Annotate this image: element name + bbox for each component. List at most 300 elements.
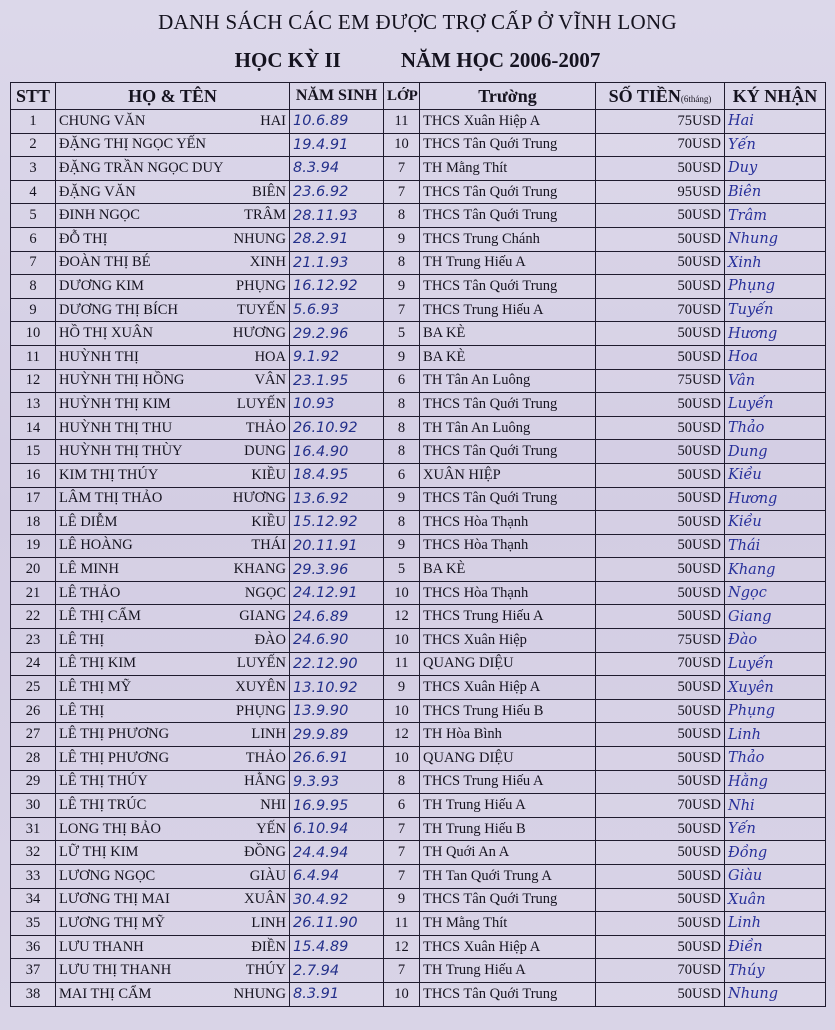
- cell-name: [56, 440, 290, 464]
- name-wrap: [59, 420, 286, 437]
- name-wrap: [59, 184, 286, 201]
- name-wrap: [59, 467, 286, 484]
- name-wrap: [59, 726, 286, 743]
- table-row: [11, 888, 826, 912]
- cell-name: [56, 110, 290, 134]
- cell-last-name: LÊ THỊ PHƯƠNG: [59, 749, 170, 766]
- cell-signature: Đồng: [725, 841, 826, 865]
- cell-stt: 16: [11, 463, 56, 487]
- cell-signature: Yến: [725, 133, 826, 157]
- cell-amount: 50USD: [596, 558, 725, 582]
- cell-amount: 50USD: [596, 747, 725, 771]
- cell-signature: Phụng: [725, 699, 826, 723]
- cell-amount: 70USD: [596, 298, 725, 322]
- cell-name: [56, 817, 290, 841]
- cell-last-name: ĐẶNG THỊ NGỌC YẾN: [59, 136, 207, 153]
- subtitle-term: HỌC KỲ II: [234, 48, 341, 72]
- cell-grade: 10: [384, 699, 420, 723]
- cell-name: [56, 487, 290, 511]
- roster-body: [11, 110, 826, 1007]
- cell-school: THCS Tân Quới Trung: [420, 393, 596, 417]
- table-row: [11, 204, 826, 228]
- name-wrap: [59, 349, 286, 366]
- name-wrap: [59, 561, 286, 578]
- name-wrap: [59, 797, 286, 814]
- cell-school: QUANG DIỆU: [420, 747, 596, 771]
- cell-amount: 50USD: [596, 511, 725, 535]
- cell-name: [56, 841, 290, 865]
- cell-last-name: LƯƠNG THỊ MAI: [59, 891, 170, 908]
- table-row: [11, 393, 826, 417]
- name-wrap: [59, 585, 286, 602]
- cell-name: [56, 463, 290, 487]
- cell-dob: 24.12.91: [290, 581, 384, 605]
- cell-school: BA KÈ: [420, 345, 596, 369]
- cell-signature: Hương: [725, 322, 826, 346]
- cell-amount: 50USD: [596, 275, 725, 299]
- cell-last-name: LÊ THỊ: [59, 631, 105, 648]
- cell-school: TH Trung Hiếu B: [420, 817, 596, 841]
- cell-school: THCS Hòa Thạnh: [420, 581, 596, 605]
- cell-signature: Nhi: [725, 794, 826, 818]
- table-row: [11, 652, 826, 676]
- cell-grade: 7: [384, 157, 420, 181]
- name-wrap: [59, 160, 286, 177]
- cell-grade: 9: [384, 534, 420, 558]
- cell-amount: 50USD: [596, 157, 725, 181]
- cell-name: [56, 345, 290, 369]
- cell-first-name: THÚY: [245, 962, 286, 979]
- cell-signature: Trâm: [725, 204, 826, 228]
- name-wrap: [59, 773, 286, 790]
- cell-stt: 15: [11, 440, 56, 464]
- table-row: [11, 440, 826, 464]
- table-row: [11, 511, 826, 535]
- cell-first-name: THẢO: [245, 419, 286, 436]
- cell-last-name: LONG THỊ BẢO: [59, 820, 162, 837]
- table-row: [11, 865, 826, 889]
- table-row: [11, 723, 826, 747]
- table-row: [11, 558, 826, 582]
- header-dob: NĂM SINH: [290, 83, 384, 110]
- cell-stt: 13: [11, 393, 56, 417]
- cell-signature: Khang: [725, 558, 826, 582]
- name-wrap: [59, 372, 286, 389]
- cell-dob: 15.12.92: [290, 511, 384, 535]
- cell-last-name: LÊ MINH: [59, 561, 120, 578]
- cell-stt: 8: [11, 275, 56, 299]
- table-row: [11, 227, 826, 251]
- table-row: [11, 133, 826, 157]
- table-row: [11, 463, 826, 487]
- cell-first-name: HAI: [260, 112, 286, 129]
- cell-dob: 2.7.94: [290, 959, 384, 983]
- cell-stt: 14: [11, 416, 56, 440]
- cell-first-name: HƯƠNG: [232, 490, 286, 507]
- cell-name: [56, 558, 290, 582]
- cell-first-name: TUYẾN: [236, 301, 286, 318]
- cell-signature: Hoa: [725, 345, 826, 369]
- cell-dob: 13.9.90: [290, 699, 384, 723]
- cell-first-name: KIỀU: [251, 466, 286, 483]
- cell-school: THCS Hòa Thạnh: [420, 511, 596, 535]
- header-stt: STT: [11, 83, 56, 110]
- cell-last-name: CHUNG VĂN: [59, 112, 146, 129]
- cell-first-name: LINH: [251, 914, 286, 931]
- name-wrap: [59, 915, 286, 932]
- cell-signature: Duy: [725, 157, 826, 181]
- cell-amount: 50USD: [596, 227, 725, 251]
- cell-dob: 10.93: [290, 393, 384, 417]
- cell-school: THCS Trung Hiếu A: [420, 605, 596, 629]
- cell-grade: 8: [384, 393, 420, 417]
- cell-signature: Giang: [725, 605, 826, 629]
- cell-last-name: LÊ THỊ MỸ: [59, 679, 132, 696]
- cell-name: [56, 157, 290, 181]
- cell-signature: Kiều: [725, 463, 826, 487]
- table-row: [11, 841, 826, 865]
- cell-amount: 75USD: [596, 369, 725, 393]
- cell-school: THCS Tân Quới Trung: [420, 133, 596, 157]
- cell-signature: Linh: [725, 912, 826, 936]
- cell-first-name: ĐIỀN: [251, 938, 286, 955]
- cell-amount: 50USD: [596, 440, 725, 464]
- cell-amount: 50USD: [596, 912, 725, 936]
- cell-amount: 70USD: [596, 794, 725, 818]
- cell-name: [56, 723, 290, 747]
- cell-dob: 15.4.89: [290, 935, 384, 959]
- cell-name: [56, 298, 290, 322]
- table-row: [11, 157, 826, 181]
- cell-signature: Dung: [725, 440, 826, 464]
- cell-grade: 9: [384, 345, 420, 369]
- cell-grade: 8: [384, 440, 420, 464]
- cell-stt: 19: [11, 534, 56, 558]
- cell-name: [56, 912, 290, 936]
- cell-stt: 10: [11, 322, 56, 346]
- cell-dob: 29.3.96: [290, 558, 384, 582]
- cell-stt: 7: [11, 251, 56, 275]
- cell-stt: 27: [11, 723, 56, 747]
- cell-first-name: PHỤNG: [236, 702, 286, 719]
- table-row: [11, 180, 826, 204]
- cell-school: TH Trung Hiếu A: [420, 959, 596, 983]
- cell-dob: 23.1.95: [290, 369, 384, 393]
- cell-school: THCS Tân Quới Trung: [420, 982, 596, 1006]
- cell-grade: 8: [384, 511, 420, 535]
- cell-name: [56, 629, 290, 653]
- cell-name: [56, 699, 290, 723]
- cell-grade: 11: [384, 110, 420, 134]
- cell-first-name: ĐỒNG: [244, 844, 286, 861]
- cell-dob: 16.12.92: [290, 275, 384, 299]
- cell-name: [56, 393, 290, 417]
- name-wrap: [59, 844, 286, 861]
- cell-school: BA KÈ: [420, 322, 596, 346]
- cell-dob: 29.2.96: [290, 322, 384, 346]
- cell-signature: Điền: [725, 935, 826, 959]
- cell-first-name: YẾN: [256, 820, 286, 837]
- cell-name: [56, 676, 290, 700]
- cell-name: [56, 888, 290, 912]
- cell-school: TH Mằng Thít: [420, 157, 596, 181]
- cell-last-name: LÊ THỊ CẨM: [59, 608, 141, 625]
- name-wrap: [59, 278, 286, 295]
- cell-dob: 10.6.89: [290, 110, 384, 134]
- cell-stt: 26: [11, 699, 56, 723]
- cell-signature: Ngọc: [725, 581, 826, 605]
- cell-school: TH Tan Quới Trung A: [420, 865, 596, 889]
- roster-table: [10, 82, 826, 1007]
- cell-stt: 18: [11, 511, 56, 535]
- name-wrap: [59, 962, 286, 979]
- header-sign: KÝ NHẬN: [725, 83, 826, 110]
- cell-amount: 50USD: [596, 487, 725, 511]
- cell-first-name: HƯƠNG: [232, 325, 286, 342]
- cell-school: THCS Tân Quới Trung: [420, 180, 596, 204]
- cell-last-name: LƯU THỊ THANH: [59, 962, 172, 979]
- cell-name: [56, 227, 290, 251]
- table-row: [11, 416, 826, 440]
- name-wrap: [59, 939, 286, 956]
- table-row: [11, 487, 826, 511]
- table-row: [11, 369, 826, 393]
- cell-dob: 9.3.93: [290, 770, 384, 794]
- cell-amount: 50USD: [596, 865, 725, 889]
- table-row: [11, 959, 826, 983]
- cell-amount: 50USD: [596, 251, 725, 275]
- cell-amount: 50USD: [596, 699, 725, 723]
- cell-school: THCS Trung Chánh: [420, 227, 596, 251]
- name-wrap: [59, 608, 286, 625]
- cell-amount: 50USD: [596, 322, 725, 346]
- header-row: [11, 83, 826, 110]
- cell-dob: 28.2.91: [290, 227, 384, 251]
- cell-stt: 4: [11, 180, 56, 204]
- cell-amount: 50USD: [596, 676, 725, 700]
- cell-amount: 75USD: [596, 110, 725, 134]
- cell-amount: 95USD: [596, 180, 725, 204]
- cell-first-name: NHI: [260, 797, 286, 814]
- cell-grade: 9: [384, 275, 420, 299]
- name-wrap: [59, 254, 286, 271]
- cell-school: QUANG DIỆU: [420, 652, 596, 676]
- cell-name: [56, 865, 290, 889]
- cell-first-name: HOA: [254, 348, 286, 365]
- cell-name: [56, 204, 290, 228]
- cell-first-name: PHỤNG: [236, 277, 286, 294]
- cell-dob: 29.9.89: [290, 723, 384, 747]
- cell-grade: 7: [384, 817, 420, 841]
- cell-first-name: THÁI: [251, 537, 286, 554]
- cell-amount: 50USD: [596, 393, 725, 417]
- cell-school: TH Trung Hiếu A: [420, 251, 596, 275]
- table-row: [11, 298, 826, 322]
- name-wrap: [59, 703, 286, 720]
- cell-first-name: NGỌC: [244, 584, 286, 601]
- cell-dob: 20.11.91: [290, 534, 384, 558]
- cell-last-name: LƯƠNG THỊ MỸ: [59, 914, 166, 931]
- cell-signature: Tuyến: [725, 298, 826, 322]
- cell-first-name: LINH: [251, 726, 286, 743]
- table-row: [11, 982, 826, 1006]
- cell-signature: Giàu: [725, 865, 826, 889]
- cell-name: [56, 935, 290, 959]
- cell-name: [56, 369, 290, 393]
- cell-stt: 11: [11, 345, 56, 369]
- header-amount-note: (6tháng): [680, 93, 712, 104]
- cell-grade: 10: [384, 982, 420, 1006]
- cell-first-name: XINH: [249, 254, 286, 271]
- cell-name: [56, 605, 290, 629]
- cell-signature: Thái: [725, 534, 826, 558]
- cell-dob: 26.10.92: [290, 416, 384, 440]
- cell-first-name: TRÂM: [244, 207, 286, 224]
- cell-dob: 19.4.91: [290, 133, 384, 157]
- cell-amount: 50USD: [596, 888, 725, 912]
- cell-amount: 50USD: [596, 770, 725, 794]
- cell-grade: 6: [384, 463, 420, 487]
- cell-first-name: GIÀU: [249, 867, 286, 884]
- cell-grade: 12: [384, 605, 420, 629]
- cell-school: THCS Tân Quới Trung: [420, 440, 596, 464]
- cell-dob: 8.3.94: [290, 157, 384, 181]
- name-wrap: [59, 655, 286, 672]
- cell-stt: 33: [11, 865, 56, 889]
- cell-grade: 10: [384, 133, 420, 157]
- cell-dob: 26.6.91: [290, 747, 384, 771]
- cell-school: TH Quới An A: [420, 841, 596, 865]
- cell-dob: 13.6.92: [290, 487, 384, 511]
- name-wrap: [59, 868, 286, 885]
- cell-last-name: HUỲNH THỊ KIM: [59, 395, 171, 412]
- cell-amount: 50USD: [596, 463, 725, 487]
- cell-first-name: LUYẾN: [236, 655, 286, 672]
- cell-amount: 50USD: [596, 935, 725, 959]
- cell-grade: 12: [384, 935, 420, 959]
- cell-name: [56, 747, 290, 771]
- cell-amount: 50USD: [596, 841, 725, 865]
- cell-name: [56, 133, 290, 157]
- cell-name: [56, 770, 290, 794]
- cell-grade: 8: [384, 251, 420, 275]
- subtitle-year: NĂM HỌC 2006-2007: [400, 48, 601, 72]
- cell-grade: 7: [384, 865, 420, 889]
- cell-school: TH Tân An Luông: [420, 369, 596, 393]
- name-wrap: [59, 490, 286, 507]
- table-row: [11, 629, 826, 653]
- cell-first-name: VÂN: [254, 372, 286, 389]
- table-row: [11, 605, 826, 629]
- cell-dob: 26.11.90: [290, 912, 384, 936]
- cell-dob: 13.10.92: [290, 676, 384, 700]
- cell-last-name: LÊ HOÀNG: [59, 537, 133, 554]
- cell-dob: 24.6.89: [290, 605, 384, 629]
- cell-amount: 50USD: [596, 416, 725, 440]
- cell-first-name: THẢO: [245, 749, 286, 766]
- cell-first-name: NHUNG: [233, 230, 286, 247]
- cell-stt: 28: [11, 747, 56, 771]
- cell-name: [56, 180, 290, 204]
- cell-first-name: KIỀU: [251, 513, 286, 530]
- cell-signature: Kiều: [725, 511, 826, 535]
- cell-signature: Thảo: [725, 747, 826, 771]
- cell-stt: 2: [11, 133, 56, 157]
- cell-dob: 6.10.94: [290, 817, 384, 841]
- cell-stt: 12: [11, 369, 56, 393]
- cell-signature: Hằng: [725, 770, 826, 794]
- cell-grade: 11: [384, 652, 420, 676]
- cell-amount: 70USD: [596, 959, 725, 983]
- cell-grade: 5: [384, 322, 420, 346]
- cell-signature: Luyến: [725, 652, 826, 676]
- cell-grade: 9: [384, 888, 420, 912]
- cell-stt: 31: [11, 817, 56, 841]
- cell-stt: 6: [11, 227, 56, 251]
- cell-dob: 18.4.95: [290, 463, 384, 487]
- document-subtitle: [0, 48, 835, 73]
- cell-school: THCS Hòa Thạnh: [420, 534, 596, 558]
- cell-last-name: LÊ THỊ KIM: [59, 655, 137, 672]
- cell-stt: 37: [11, 959, 56, 983]
- cell-dob: 23.6.92: [290, 180, 384, 204]
- cell-school: THCS Tân Quới Trung: [420, 487, 596, 511]
- cell-signature: Nhung: [725, 982, 826, 1006]
- cell-last-name: DƯƠNG THỊ BÍCH: [59, 301, 178, 318]
- cell-dob: 21.1.93: [290, 251, 384, 275]
- cell-first-name: BIÊN: [252, 183, 286, 200]
- cell-school: THCS Trung Hiếu A: [420, 298, 596, 322]
- cell-school: TH Mằng Thít: [420, 912, 596, 936]
- header-amount: [596, 83, 725, 110]
- table-row: [11, 747, 826, 771]
- cell-first-name: XUYÊN: [235, 679, 286, 696]
- cell-name: [56, 416, 290, 440]
- cell-grade: 7: [384, 959, 420, 983]
- name-wrap: [59, 396, 286, 413]
- cell-signature: Hai: [725, 110, 826, 134]
- table-row: [11, 345, 826, 369]
- cell-signature: Biên: [725, 180, 826, 204]
- cell-stt: 21: [11, 581, 56, 605]
- name-wrap: [59, 514, 286, 531]
- cell-signature: Xuyên: [725, 676, 826, 700]
- cell-last-name: LÊ THỊ: [59, 702, 105, 719]
- cell-school: THCS Trung Hiếu B: [420, 699, 596, 723]
- header-name: HỌ & TÊN: [56, 83, 290, 110]
- cell-first-name: XUÂN: [244, 891, 286, 908]
- cell-last-name: KIM THỊ THÚY: [59, 466, 159, 483]
- cell-grade: 8: [384, 770, 420, 794]
- cell-signature: Phụng: [725, 275, 826, 299]
- cell-last-name: LÊ DIỄM: [59, 513, 118, 530]
- cell-first-name: HẰNG: [244, 773, 286, 790]
- cell-amount: 50USD: [596, 581, 725, 605]
- cell-dob: 28.11.93: [290, 204, 384, 228]
- cell-school: THCS Xuân Hiệp A: [420, 935, 596, 959]
- cell-dob: 9.1.92: [290, 345, 384, 369]
- cell-school: TH Hòa Bình: [420, 723, 596, 747]
- table-row: [11, 676, 826, 700]
- cell-signature: Yến: [725, 817, 826, 841]
- cell-dob: 6.4.94: [290, 865, 384, 889]
- cell-last-name: HỒ THỊ XUÂN: [59, 325, 153, 342]
- cell-stt: 38: [11, 982, 56, 1006]
- cell-dob: 30.4.92: [290, 888, 384, 912]
- name-wrap: [59, 632, 286, 649]
- header-amount-label: SỐ TIỀN: [608, 85, 681, 106]
- cell-signature: Xuân: [725, 888, 826, 912]
